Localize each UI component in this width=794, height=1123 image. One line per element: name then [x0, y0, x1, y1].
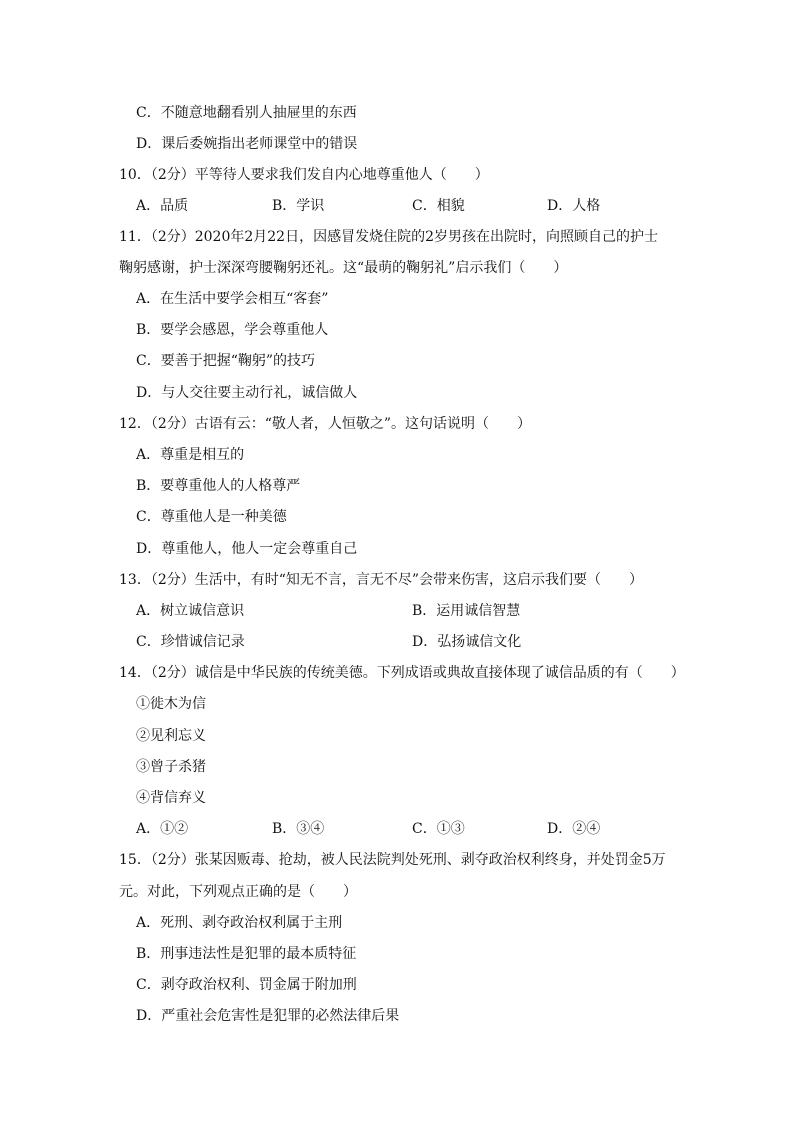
q13-stem: 13．（2分）生活中，有时“知无不言，言无不尽”会带来伤害，这启示我们要（ ）	[119, 572, 644, 588]
q12-option-b: B．要尊重他人的人格尊严	[136, 478, 301, 494]
q10-option-a: A．品质	[136, 198, 189, 214]
q15-stem-line2: 元。对此，下列观点正确的是（ ）	[119, 884, 357, 900]
q11-option-b: B．要学会感恩，学会尊重他人	[136, 322, 329, 338]
q13-option-c: C．珍惜诚信记录	[136, 634, 245, 650]
q10-option-c: C．相貌	[412, 198, 465, 214]
q10-option-b: B．学识	[272, 198, 325, 214]
q14-stem: 14．（2分）诚信是中华民族的传统美德。下列成语或典故直接体现了诚信品质的有（ ）	[119, 665, 685, 681]
q15-option-b: B．刑事违法性是犯罪的最本质特征	[136, 946, 357, 962]
q14-option-c: C．①③	[412, 821, 465, 837]
q11-option-c: C．要善于把握“鞠躬”的技巧	[136, 353, 316, 369]
q12-option-c: C．尊重他人是一种美德	[136, 509, 287, 525]
q15-option-a: A．死刑、剥夺政治权利属于主刑	[136, 915, 343, 931]
q11-option-a: A．在生活中要学会相互“客套”	[136, 291, 329, 307]
q14-item-3: ③曾子杀猪	[136, 759, 206, 775]
q10-stem: 10．（2分）平等待人要求我们发自内心地尊重他人（ ）	[119, 167, 489, 183]
q13-option-d: D．弘扬诚信文化	[412, 634, 522, 650]
q13-option-b: B．运用诚信智慧	[412, 603, 521, 619]
q12-option-a: A．尊重是相互的	[136, 447, 245, 463]
q11-option-d: D．与人交往要主动行礼，诚信做人	[136, 385, 358, 401]
q11-stem-line1: 11．（2分）2020年2月22日，因感冒发烧住院的2岁男孩在出院时，向照顾自己的护士	[119, 229, 658, 245]
q9-option-d: D．课后委婉指出老师课堂中的错误	[136, 136, 358, 152]
q14-item-1: ①徙木为信	[136, 696, 206, 712]
q9-option-c: C．不随意地翻看别人抽屉里的东西	[136, 105, 357, 121]
q14-option-a: A．①②	[136, 821, 189, 837]
q14-item-2: ②见利忘义	[136, 728, 206, 744]
q15-stem-line1: 15．（2分）张某因贩毒、抢劫，被人民法院判处死刑、剥夺政治权利终身，并处罚金5万	[119, 852, 666, 868]
q15-option-d: D．严重社会危害性是犯罪的必然法律后果	[136, 1008, 400, 1024]
q14-option-d: D．②④	[547, 821, 601, 837]
q14-option-b: B．③④	[272, 821, 325, 837]
q15-option-c: C．剥夺政治权利、罚金属于附加刑	[136, 977, 357, 993]
q12-option-d: D．尊重他人，他人一定会尊重自己	[136, 541, 358, 557]
q12-stem: 12．（2分）古语有云：“敬人者，人恒敬之”。这句话说明（ ）	[119, 416, 532, 432]
q10-option-d: D．人格	[547, 198, 601, 214]
q11-stem-line2: 鞠躬感谢，护士深深弯腰鞠躬还礼。这“最萌的鞠躬礼”启示我们（ ）	[119, 260, 568, 276]
q13-option-a: A．树立诚信意识	[136, 603, 245, 619]
q14-item-4: ④背信弃义	[136, 790, 206, 806]
